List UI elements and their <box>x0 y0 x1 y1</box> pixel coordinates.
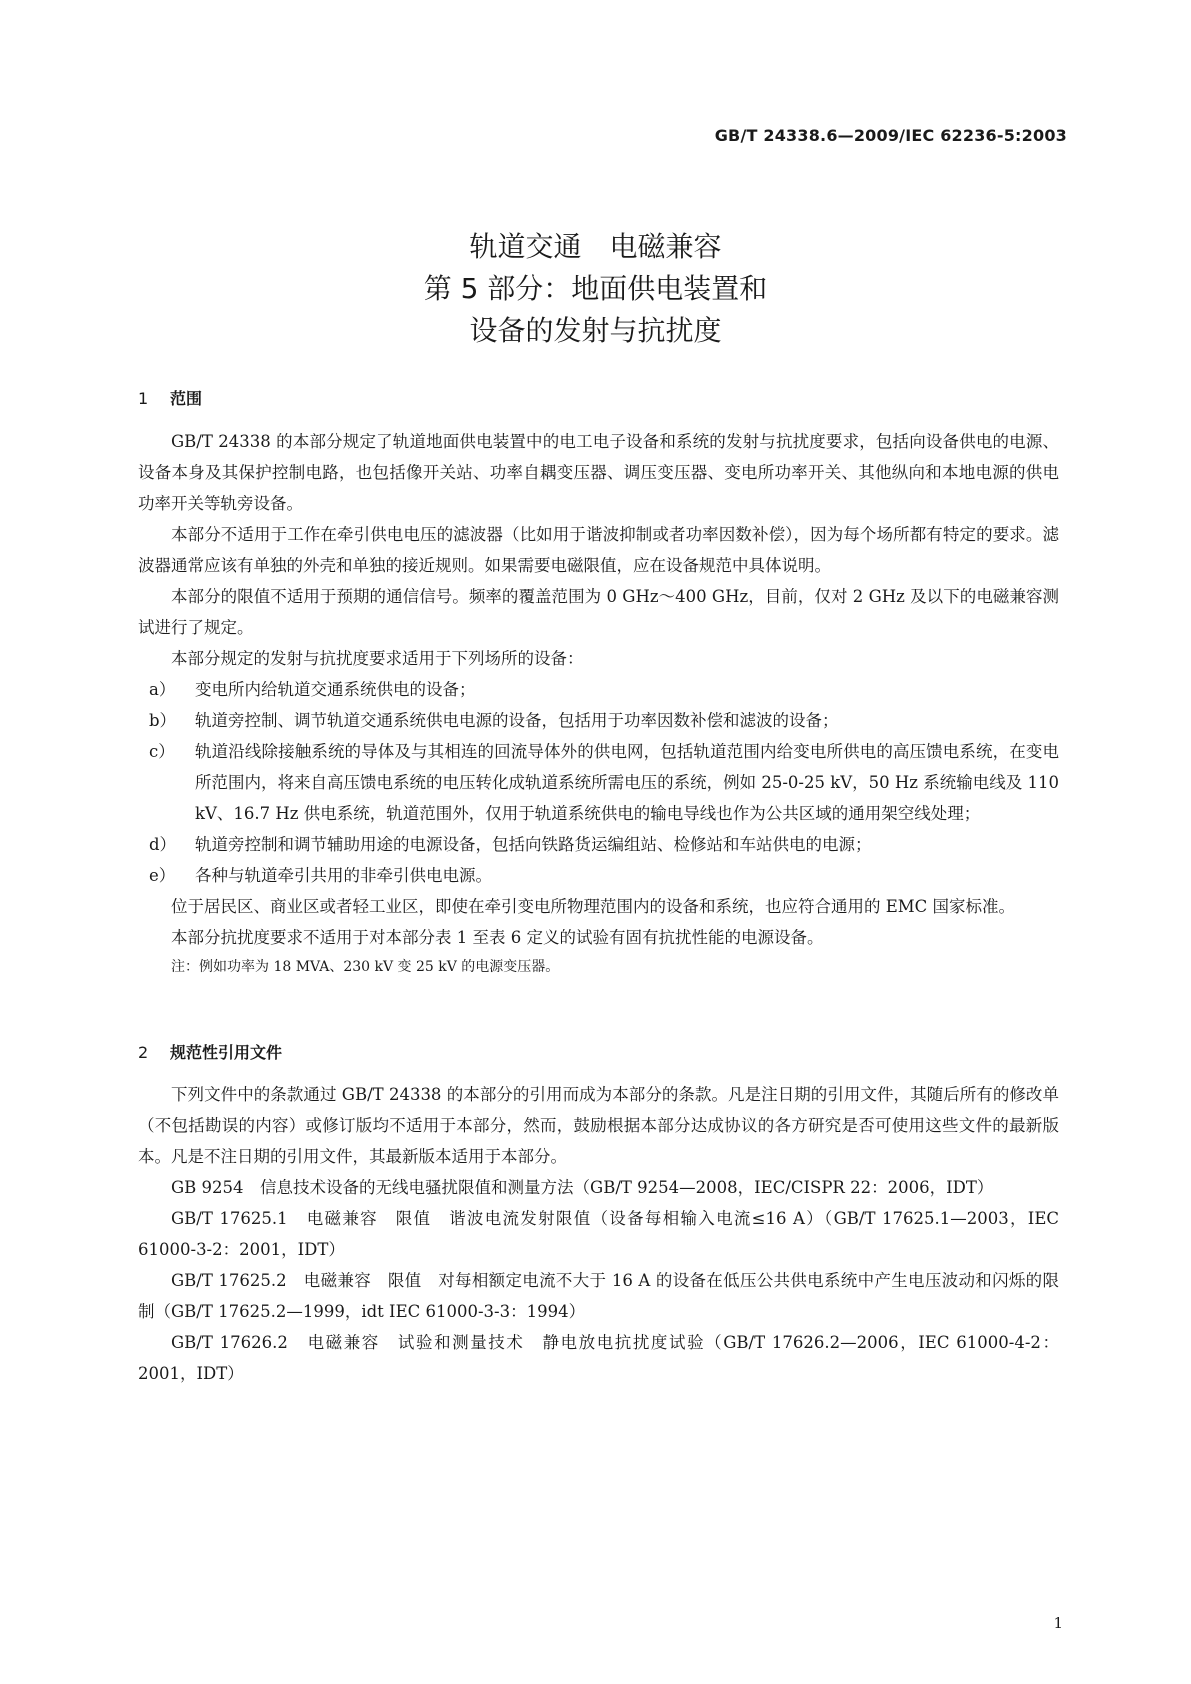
paragraph: 本部分的限值不适用于预期的通信信号。频率的覆盖范围为 0 GHz～400 GHz，目前，仅对 2 GHz 及以下的电磁兼容测试进行了规定。 <box>138 587 1059 637</box>
reference-entry: GB/T 17626.2 电磁兼容 试验和测量技术 静电放电抗扰度试验（GB/T 17626.2—2006，IEC 61000-4-2：2001，IDT） <box>138 1333 1059 1383</box>
section-2-title: 规范性引用文件 <box>170 1043 283 1062</box>
section-2-body <box>138 1079 1059 1389</box>
paragraph: 本部分不适用于工作在牵引供电电压的滤波器（比如用于谐波抑制或者功率因数补偿），因为每个场所都有特定的要求。滤波器通常应该有单独的外壳和单独的接近规则。如果需要电磁限值，应在设备规范中具体说明。 <box>138 525 1059 575</box>
section-1-number: 1 <box>138 389 149 408</box>
section-1-title: 范围 <box>170 389 203 408</box>
standard-code: GB/T 24338.6—2009/IEC 62236-5:2003 <box>714 126 1067 145</box>
list-item-label: d） <box>149 835 177 854</box>
list-item-label: c） <box>149 742 175 761</box>
paragraph: 本部分规定的发射与抗扰度要求适用于下列场所的设备： <box>171 649 584 668</box>
list-item-text: 变电所内给轨道交通系统供电的设备； <box>195 680 476 699</box>
list-item <box>138 705 1059 736</box>
page-number: 1 <box>1053 1614 1063 1632</box>
list-item <box>138 829 1059 860</box>
list-item-label: b） <box>149 711 177 730</box>
list-item <box>138 736 1059 829</box>
paragraph: GB/T 24338 的本部分规定了轨道地面供电装置中的电工电子设备和系统的发射与抗扰度要求，包括向设备供电的电源、设备本身及其保护控制电路，也包括像开关站、功率自耦变压器、调压变压器、变电所功率开关、其他纵向和本地电源的供电功率开关等轨旁设备。 <box>138 432 1059 513</box>
reference-entry: GB/T 17625.2 电磁兼容 限值 对每相额定电流不大于 16 A 的设备在低压公共供电系统中产生电压波动和闪烁的限制（GB/T 17625.2—1999，idt IEC 61000-3-3：1994） <box>138 1271 1059 1321</box>
list-item-label: a） <box>149 680 176 699</box>
reference-entry: GB/T 17625.1 电磁兼容 限值 谐波电流发射限值（设备每相输入电流≤16 A）（GB/T 17625.1—2003，IEC 61000-3-2：2001，IDT） <box>138 1209 1059 1259</box>
list-item-text: 轨道旁控制、调节轨道交通系统供电电源的设备，包括用于功率因数补偿和滤波的设备； <box>195 711 839 730</box>
document-title <box>0 226 1191 352</box>
reference-entry: GB 9254 信息技术设备的无线电骚扰限值和测量方法（GB/T 9254—2008，IEC/CISPR 22：2006，IDT） <box>171 1178 994 1197</box>
list-item-label: e） <box>149 866 176 885</box>
title-line-2: 第 5 部分：地面供电装置和 <box>423 272 768 305</box>
paragraph: 位于居民区、商业区或者轻工业区，即使在牵引变电所物理范围内的设备和系统，也应符合通用的 EMC 国家标准。 <box>171 897 1016 916</box>
section-1-heading <box>138 386 202 409</box>
list-item <box>138 674 1059 705</box>
section-2-heading <box>138 1040 282 1063</box>
note: 注：例如功率为 18 MVA、230 kV 变 25 kV 的电源变压器。 <box>171 959 560 975</box>
paragraph: 本部分抗扰度要求不适用于对本部分表 1 至表 6 定义的试验有固有抗扰性能的电源设备。 <box>171 928 824 947</box>
title-line-1: 轨道交通 电磁兼容 <box>469 230 722 263</box>
list-item-text: 轨道旁控制和调节辅助用途的电源设备，包括向铁路货运编组站、检修站和车站供电的电源； <box>195 835 872 854</box>
section-2-number: 2 <box>138 1043 149 1062</box>
title-line-3: 设备的发射与抗扰度 <box>469 314 722 347</box>
paragraph: 下列文件中的条款通过 GB/T 24338 的本部分的引用而成为本部分的条款。凡是注日期的引用文件，其随后所有的修改单（不包括勘误的内容）或修订版均不适用于本部分，然而，鼓励根据本部分达成协议的各方研究是否可使用这些文件的最新版本。凡是不注日期的引用文件，其最新版本适用于本部分。 <box>138 1085 1059 1166</box>
list-item-text: 轨道沿线除接触系统的导体及与其相连的回流导体外的供电网，包括轨道范围内给变电所供电的高压馈电系统，在变电所范围内，将来自高压馈电系统的电压转化成轨道系统所需电压的系统，例如 25-0-25 kV，50 Hz 系统输电线及 110 kV、16.7 Hz 供电系统，轨道范围外，仅用于轨道系统供电的输电导线也作为公共区域的通用架空线处理； <box>195 742 1059 823</box>
list-item <box>138 860 1059 891</box>
list-item-text: 各种与轨道牵引共用的非牵引供电电源。 <box>195 866 492 885</box>
section-1-body <box>138 426 1059 981</box>
